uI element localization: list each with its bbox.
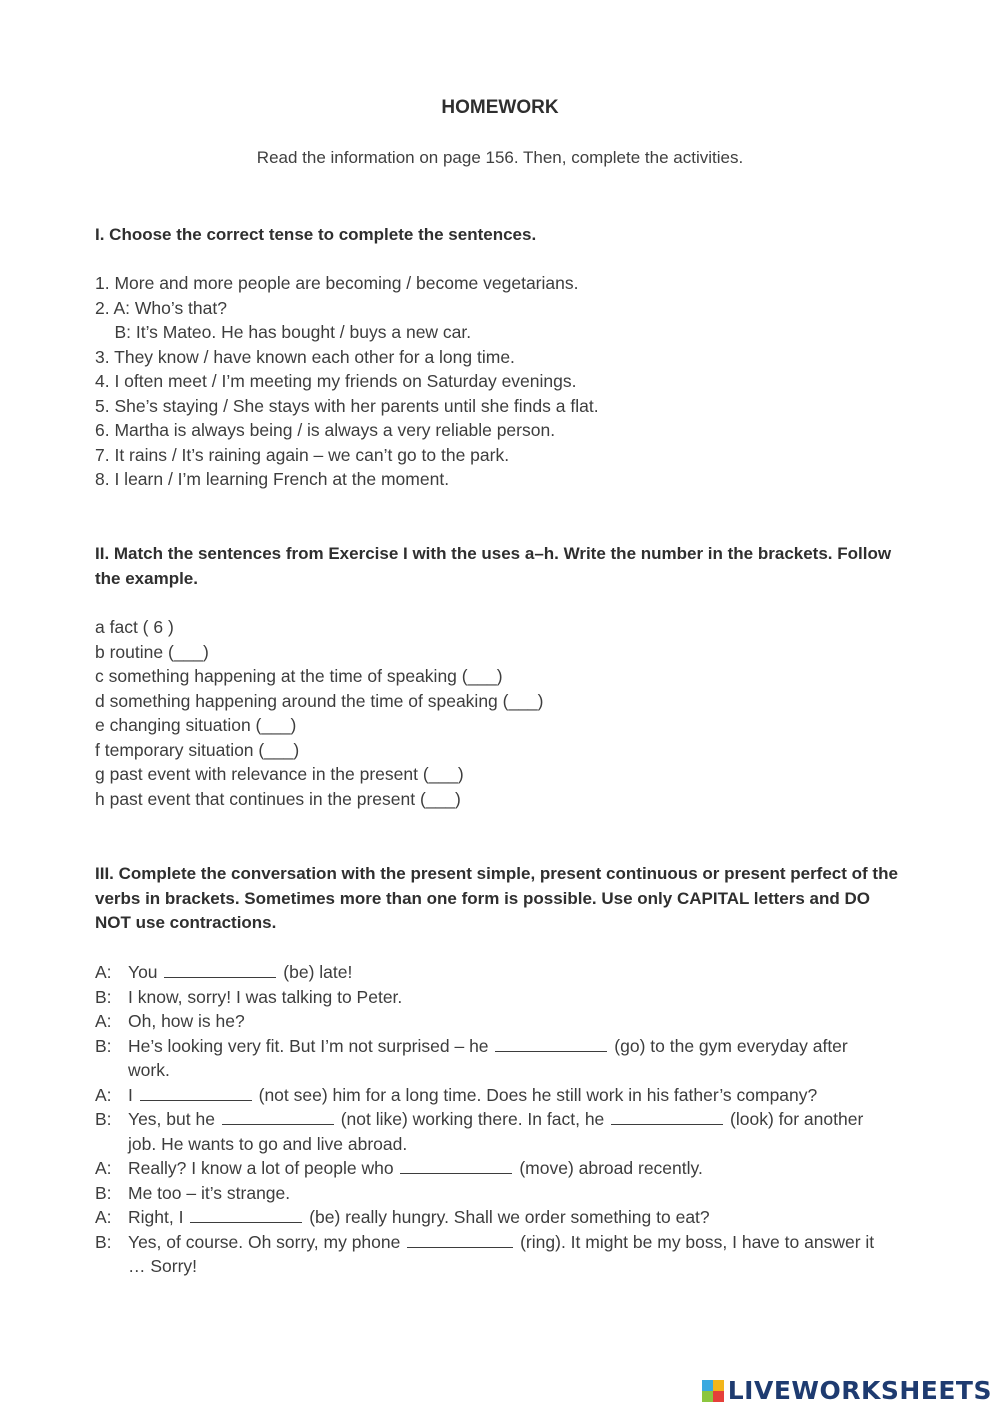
answer-blank[interactable] xyxy=(190,1207,302,1223)
answer-blank[interactable] xyxy=(400,1158,512,1174)
dialogue-line xyxy=(95,1083,885,1108)
exercise-1-item: 3. They know / have known each other for a long time. xyxy=(95,346,515,367)
logo-icon xyxy=(702,1380,724,1402)
match-item[interactable]: g past event with relevance in the present (___) xyxy=(95,764,464,784)
dialogue-line xyxy=(95,1034,885,1083)
speaker-label: A: xyxy=(95,1011,112,1031)
dialogue-text: Yes, but he xyxy=(128,1109,215,1129)
match-item[interactable]: c something happening at the time of speaking (___) xyxy=(95,666,503,686)
exercise-1-item: B: It’s Mateo. He has bought / buys a new car. xyxy=(95,322,472,342)
dialogue-line xyxy=(95,1107,885,1156)
answer-blank[interactable] xyxy=(611,1109,723,1125)
dialogue-text: (look) for another job. He wants to go and live abroad. xyxy=(128,1109,864,1154)
match-item: a fact ( 6 ) xyxy=(95,617,174,637)
speaker-label: B: xyxy=(95,1231,112,1252)
logo-text: LIVEWORKSHEETS xyxy=(727,1376,992,1405)
instructions: Read the information on page 156. Then, complete the activities. xyxy=(256,148,744,167)
dialogue-text: (go) to the gym everyday after work. xyxy=(128,1035,848,1080)
dialogue-line xyxy=(95,960,885,985)
dialogue-line xyxy=(95,1009,885,1034)
dialogue-text: Really? I know a lot of people who xyxy=(128,1158,394,1178)
exercise-1-item: 7. It rains / It’s raining again – we can’t go to the park. xyxy=(95,444,510,465)
dialogue-line xyxy=(95,985,885,1010)
logo-square xyxy=(702,1380,713,1391)
answer-blank[interactable] xyxy=(495,1036,607,1052)
logo-square xyxy=(713,1380,724,1391)
dialogue-text: (not see) him for a long time. Does he still work in his father’s company? xyxy=(258,1084,818,1105)
answer-blank[interactable] xyxy=(222,1109,334,1125)
dialogue-text: I xyxy=(128,1084,133,1105)
speaker-label: B: xyxy=(95,1035,112,1056)
exercise-1-item: 2. A: Who’s that? xyxy=(95,297,227,318)
section-3-heading: III. Complete the conversation with the present simple, present continuous or present perfect of the verbs in brackets. Sometimes more than one form is possible. Use only CAPITAL letters and DO NOT use contractions. xyxy=(95,864,898,932)
dialogue-text: (move) abroad recently. xyxy=(519,1158,703,1178)
dialogue-text: Oh, how is he? xyxy=(128,1011,245,1031)
dialogue-text: (not like) working there. In fact, he xyxy=(340,1109,605,1129)
dialogue-text: Yes, of course. Oh sorry, my phone xyxy=(128,1231,401,1252)
dialogue-line xyxy=(95,1230,885,1279)
answer-blank[interactable] xyxy=(164,962,276,978)
exercise-1-item: 6. Martha is always being / is always a very reliable person. xyxy=(95,420,556,440)
section-2-heading: II. Match the sentences from Exercise I with the uses a–h. Write the number in the brackets. Follow the example. xyxy=(95,544,892,588)
dialogue-text: I know, sorry! I was talking to Peter. xyxy=(128,986,403,1007)
exercise-1-item: 8. I learn / I’m learning French at the moment. xyxy=(95,469,450,489)
speaker-label: B: xyxy=(95,986,112,1007)
speaker-label: A: xyxy=(95,962,112,982)
speaker-label: B: xyxy=(95,1182,112,1203)
match-item[interactable]: f temporary situation (___) xyxy=(95,739,300,760)
match-item[interactable]: e changing situation (___) xyxy=(95,715,297,735)
exercise-1-item: 1. More and more people are becoming / become vegetarians. xyxy=(95,273,579,293)
dialogue-text: He’s looking very fit. But I’m not surprised – he xyxy=(128,1035,489,1056)
logo-square xyxy=(713,1391,724,1402)
logo-square xyxy=(702,1391,713,1402)
dialogue-text: (ring). It might be my boss, I have to answer it … Sorry! xyxy=(128,1231,875,1276)
dialogue-line xyxy=(95,1205,885,1230)
match-item[interactable]: d something happening around the time of speaking (___) xyxy=(95,690,544,711)
match-item[interactable]: b routine (___) xyxy=(95,641,209,662)
dialogue-line xyxy=(95,1156,885,1181)
dialogue-text: Right, I xyxy=(128,1207,184,1227)
speaker-label: A: xyxy=(95,1084,112,1105)
answer-blank[interactable] xyxy=(140,1085,252,1101)
dialogue-text: (be) really hungry. Shall we order something to eat? xyxy=(309,1207,710,1227)
dialogue-line xyxy=(95,1181,885,1206)
dialogue-text: You xyxy=(128,962,158,982)
section-1-heading: I. Choose the correct tense to complete the sentences. xyxy=(95,225,537,244)
speaker-label: A: xyxy=(95,1158,112,1178)
speaker-label: A: xyxy=(95,1207,112,1227)
exercise-1-item: 4. I often meet / I’m meeting my friends on Saturday evenings. xyxy=(95,371,577,391)
dialogue-text: (be) late! xyxy=(283,962,353,982)
dialogue-text: Me too – it’s strange. xyxy=(128,1182,291,1203)
page-title: HOMEWORK xyxy=(441,97,559,118)
match-item[interactable]: h past event that continues in the present (___) xyxy=(95,788,461,809)
speaker-label: B: xyxy=(95,1109,112,1129)
answer-blank[interactable] xyxy=(407,1232,513,1248)
liveworksheets-logo xyxy=(702,1376,992,1405)
exercise-1-item: 5. She’s staying / She stays with her parents until she finds a flat. xyxy=(95,395,599,416)
